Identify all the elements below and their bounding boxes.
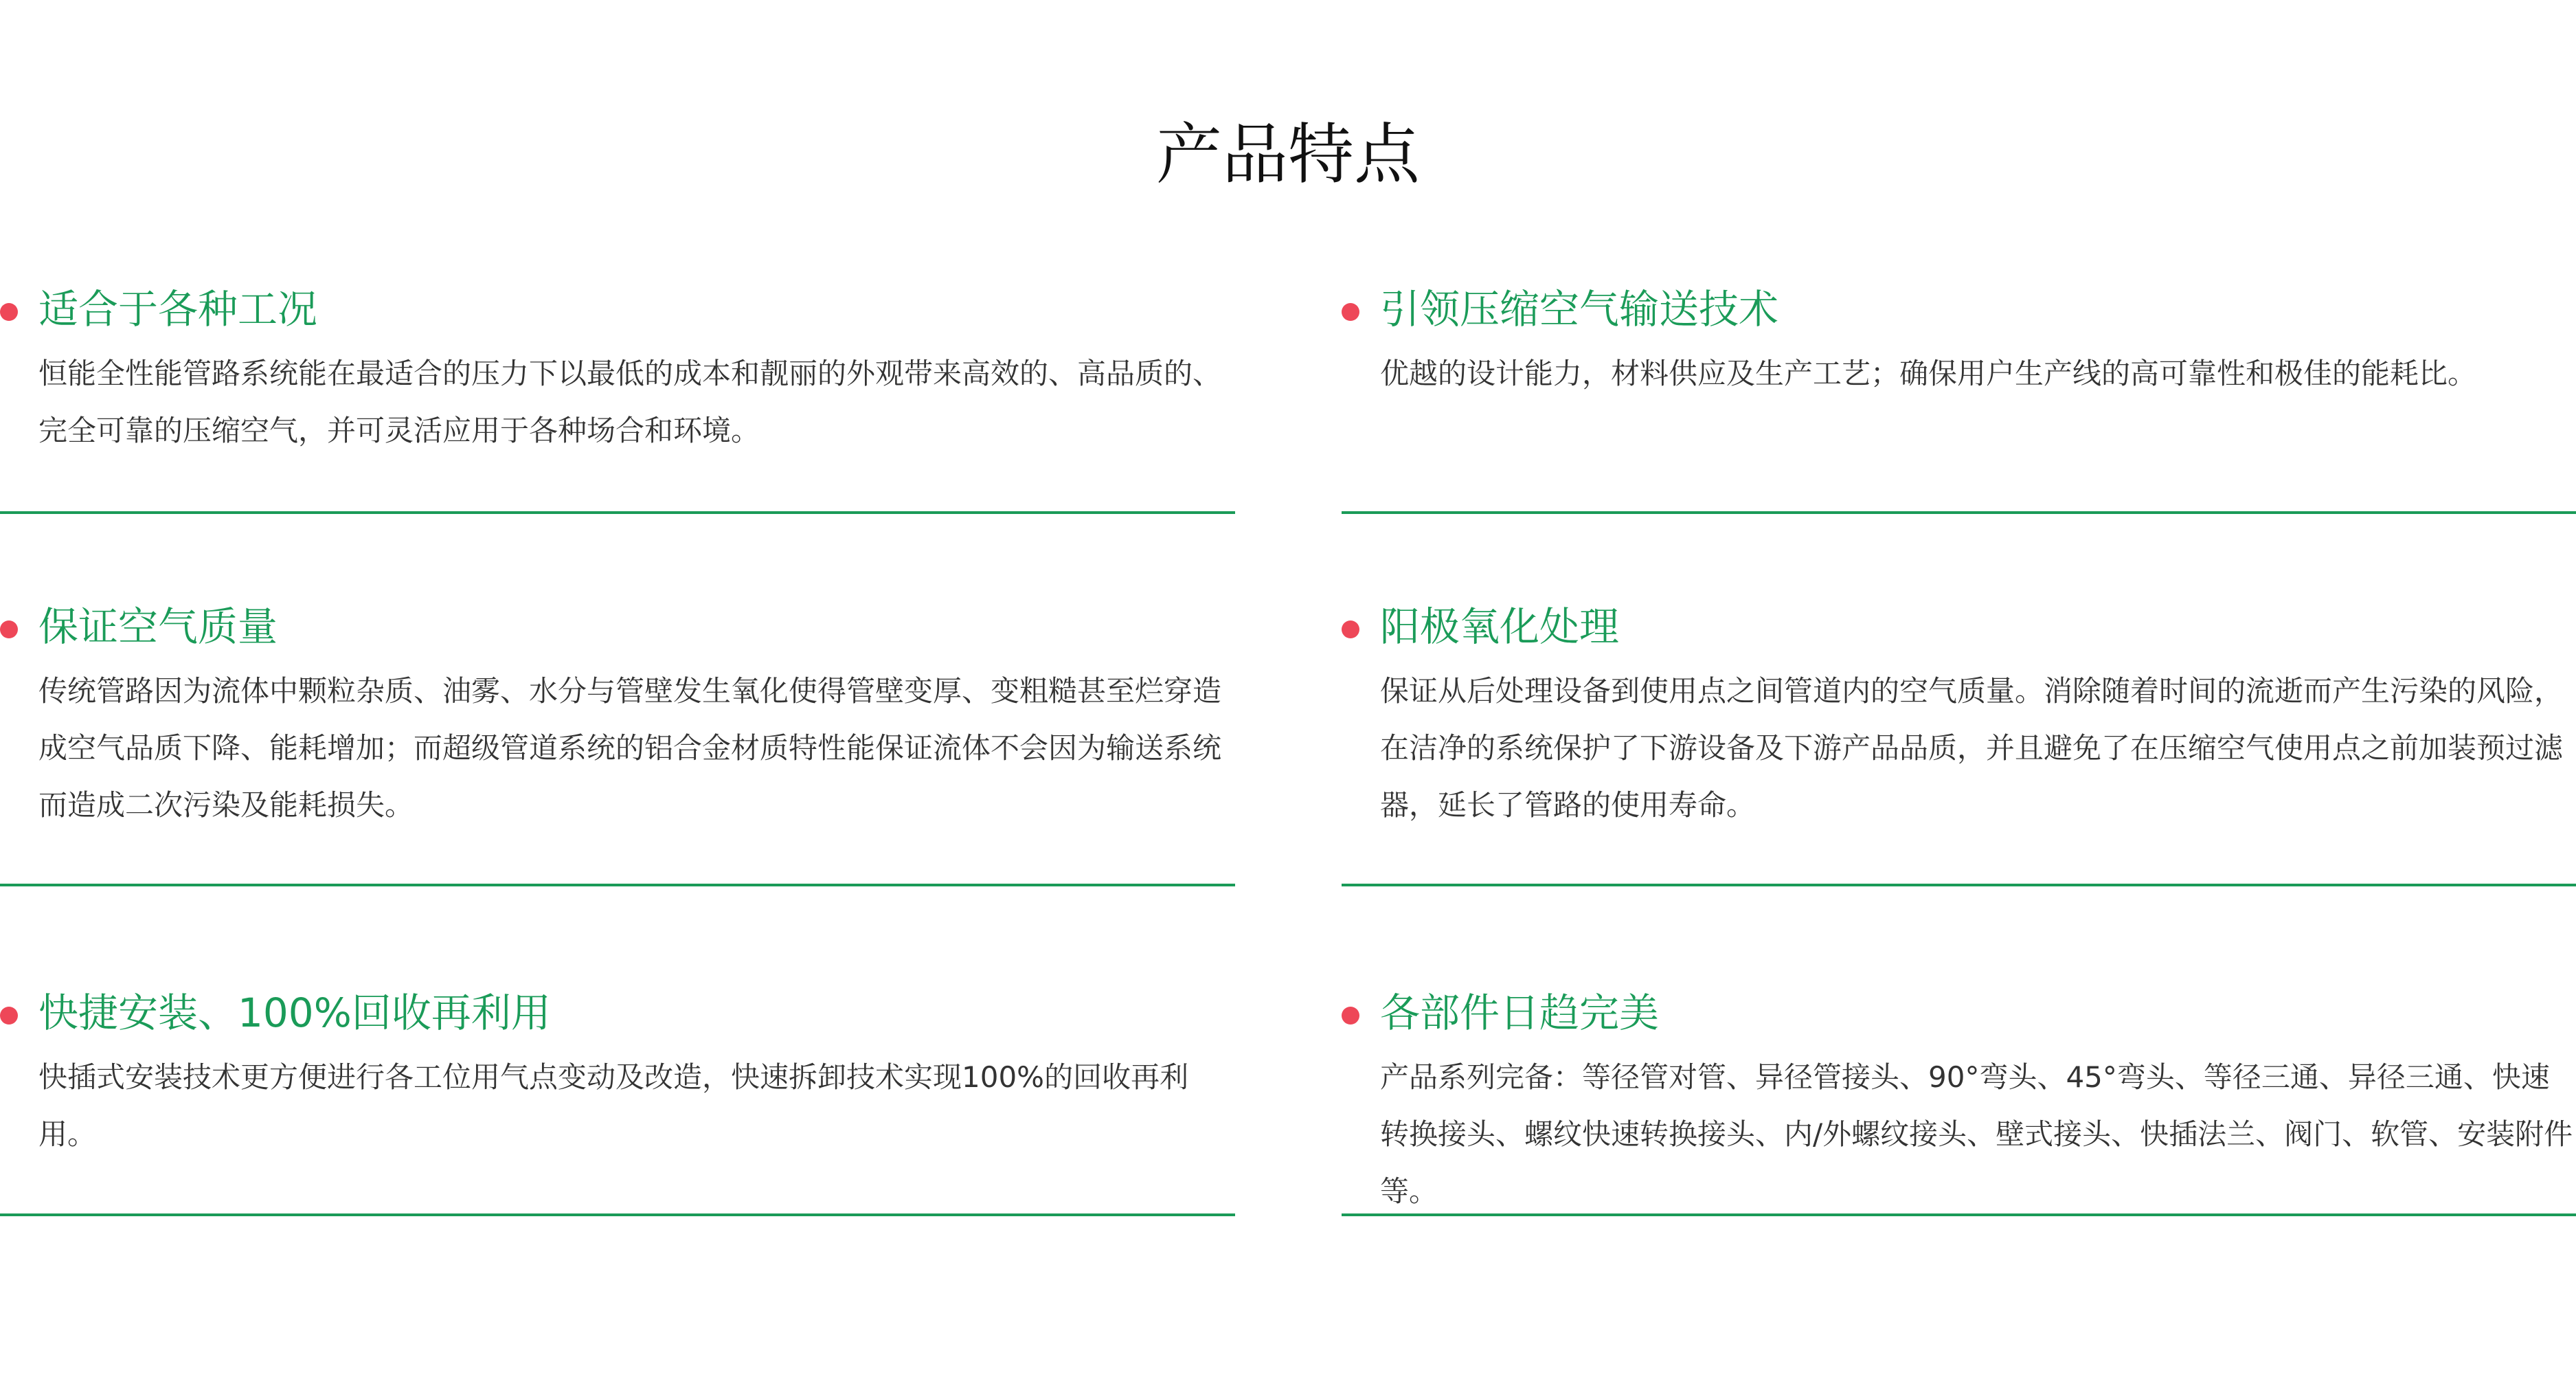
feature-title: 保证空气质量 bbox=[38, 603, 278, 650]
feature-card-quick-install bbox=[0, 886, 1235, 1216]
feature-title: 各部件日趋完美 bbox=[1380, 989, 1660, 1036]
feature-title: 阳极氧化处理 bbox=[1380, 603, 1620, 650]
feature-description: 产品系列完备：等径管对管、异径管接头、90°弯头、45°弯头、等径三通、异径三通、快速转换接头、螺纹快速转换接头、内/外螺纹接头、壁式接头、快插法兰、阀门、软管、安装附件等。 bbox=[1380, 1060, 2573, 1208]
feature-card-air-quality bbox=[0, 514, 1235, 886]
feature-card-suitable-conditions bbox=[0, 0, 1235, 514]
feature-title: 引领压缩空气输送技术 bbox=[1380, 286, 1779, 333]
feature-description: 优越的设计能力，材料供应及生产工艺；确保用户生产线的高可靠性和极佳的能耗比。 bbox=[1380, 357, 2477, 390]
feature-card-leading-technology bbox=[1342, 0, 2576, 514]
feature-title: 适合于各种工况 bbox=[38, 286, 318, 333]
feature-description: 传统管路因为流体中颗粒杂质、油雾、水分与管壁发生氧化使得管壁变厚、变粗糙甚至烂穿造成空气品质下降、能耗增加；而超级管道系统的铝合金材质特性能保证流体不会因为输送系统而造成二次污染及能耗损失。 bbox=[38, 674, 1222, 822]
bullet-dot-icon bbox=[0, 303, 18, 321]
feature-description: 快插式安装技术更方便进行各工位用气点变动及改造，快速拆卸技术实现100%的回收再利用。 bbox=[38, 1060, 1189, 1151]
bullet-dot-icon bbox=[1342, 1007, 1359, 1025]
feature-description: 保证从后处理设备到使用点之间管道内的空气质量。消除随着时间的流逝而产生污染的风险，在洁净的系统保护了下游设备及下游产品品质，并且避免了在压缩空气使用点之前加装预过滤器，延长了管路的使用寿命。 bbox=[1380, 674, 2564, 822]
bullet-dot-icon bbox=[1342, 620, 1359, 638]
bullet-dot-icon bbox=[0, 620, 18, 638]
feature-card-anodizing bbox=[1342, 514, 2576, 886]
feature-description: 恒能全性能管路系统能在最适合的压力下以最低的成本和靓丽的外观带来高效的、高品质的、完全可靠的压缩空气，并可灵活应用于各种场合和环境。 bbox=[38, 357, 1222, 447]
page-title: 产品特点 bbox=[1156, 116, 1420, 193]
bullet-dot-icon bbox=[1342, 303, 1359, 321]
bullet-dot-icon bbox=[0, 1007, 18, 1025]
feature-card-components bbox=[1342, 886, 2576, 1216]
feature-title: 快捷安装、100%回收再利用 bbox=[38, 989, 551, 1036]
